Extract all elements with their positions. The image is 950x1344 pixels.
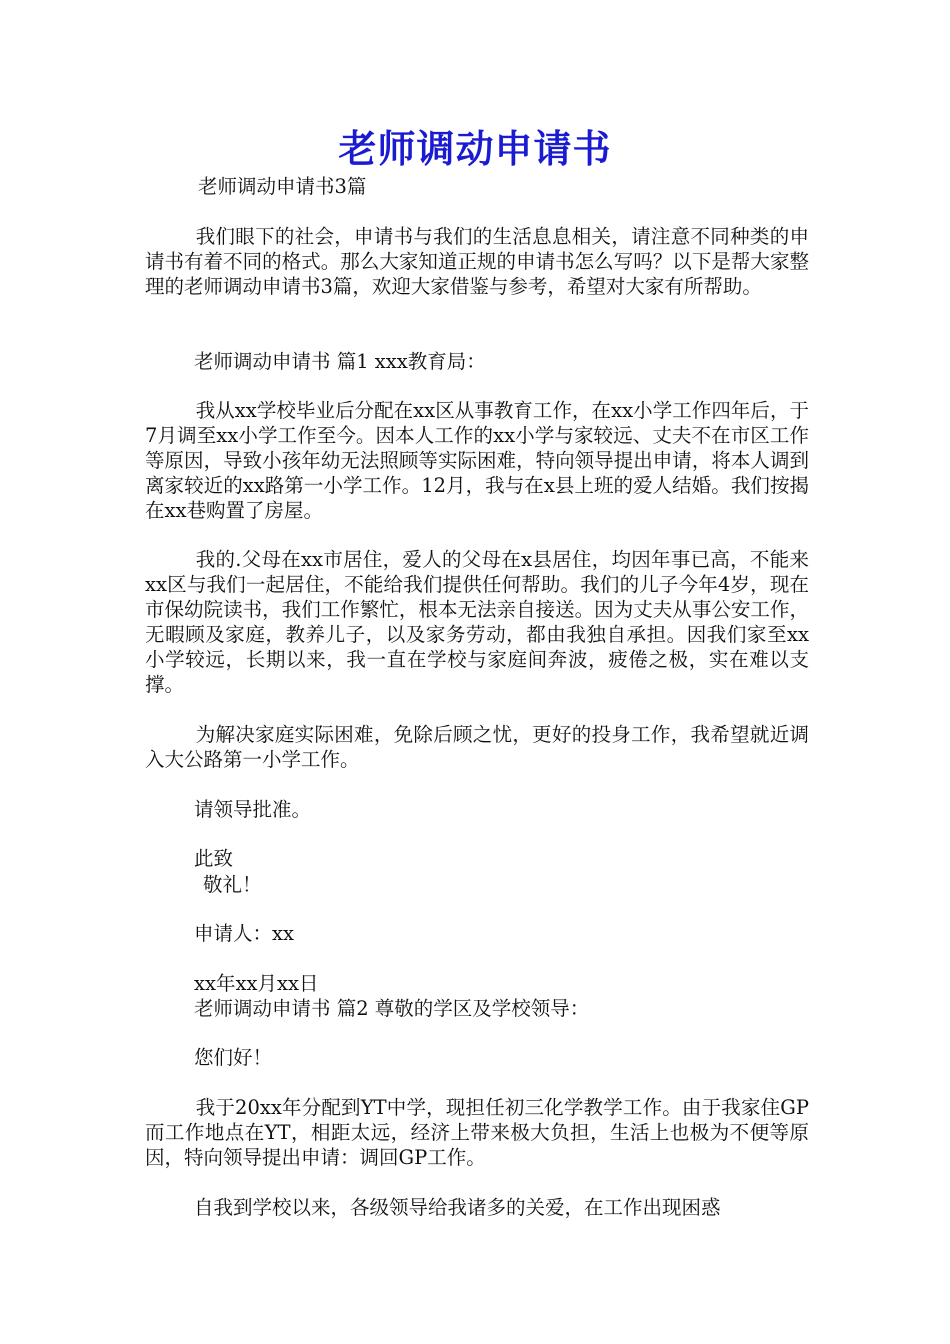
article1-request: 请领导批准。 [194, 798, 312, 821]
document-subtitle: 老师调动申请书3篇 [198, 175, 367, 198]
article1-date: xx年xx月xx日 [194, 972, 319, 995]
article1-heading: 老师调动申请书 篇1 xxx教育局： [194, 350, 486, 373]
document-title: 老师调动申请书 [338, 126, 612, 171]
article1-closing-2: 敬礼！ [203, 873, 262, 896]
article1-paragraph-3: 为解决家庭实际困难，免除后顾之忧，更好的投身工作，我希望就近调入大公路第一小学工作。 [145, 723, 809, 771]
article1-applicant: 申请人：xx [194, 922, 294, 945]
article2-paragraph-2: 自我到学校以来，各级领导给我诸多的关爱，在工作出现困惑 [194, 1196, 721, 1219]
intro-paragraph: 我们眼下的社会，申请书与我们的生活息息相关，请注意不同种类的申请书有着不同的格式。那么大家知道正规的申请书怎么写吗？以下是帮大家整理的老师调动申请书3篇，欢迎大家借鉴与参考，希望对大家有所帮助。 [145, 225, 809, 298]
article1-paragraph-2: 我的.父母在xx市居住，爱人的父母在x县居住，均因年事已高，不能来xx区与我们一起居住，不能给我们提供任何帮助。我们的儿子今年4岁，现在市保幼院读书，我们工作繁忙，根本无法亲自接送。因为丈夫从事公安工作，无暇顾及家庭，教养儿子，以及家务劳动，都由我独自承担。因我们家至xx小学较远，长期以来，我一直在学校与家庭间奔波，疲倦之极，实在难以支撑。 [145, 548, 809, 696]
article2-heading: 老师调动申请书 篇2 尊敬的学区及学校领导： [194, 997, 590, 1020]
article2-paragraph-1: 我于20xx年分配到YT中学，现担任初三化学教学工作。由于我家住GP而工作地点在YT，相距太远，经济上带来极大负担，生活上也极为不便等原因，特向领导提出申请：调回GP工作。 [145, 1096, 809, 1169]
article1-paragraph-1: 我从xx学校毕业后分配在xx区从事教育工作，在xx小学工作四年后，于7月调至xx小学工作至今。因本人工作的xx小学与家较远、丈夫不在市区工作等原因，导致小孩年幼无法照顾等实际困难，特向领导提出申请，将本人调到离家较近的xx路第一小学工作。12月，我与在x县上班的爱人结婚。我们按揭在xx巷购置了房屋。 [145, 399, 809, 522]
article1-closing-1: 此致 [194, 847, 234, 870]
article2-greeting: 您们好！ [194, 1046, 273, 1069]
